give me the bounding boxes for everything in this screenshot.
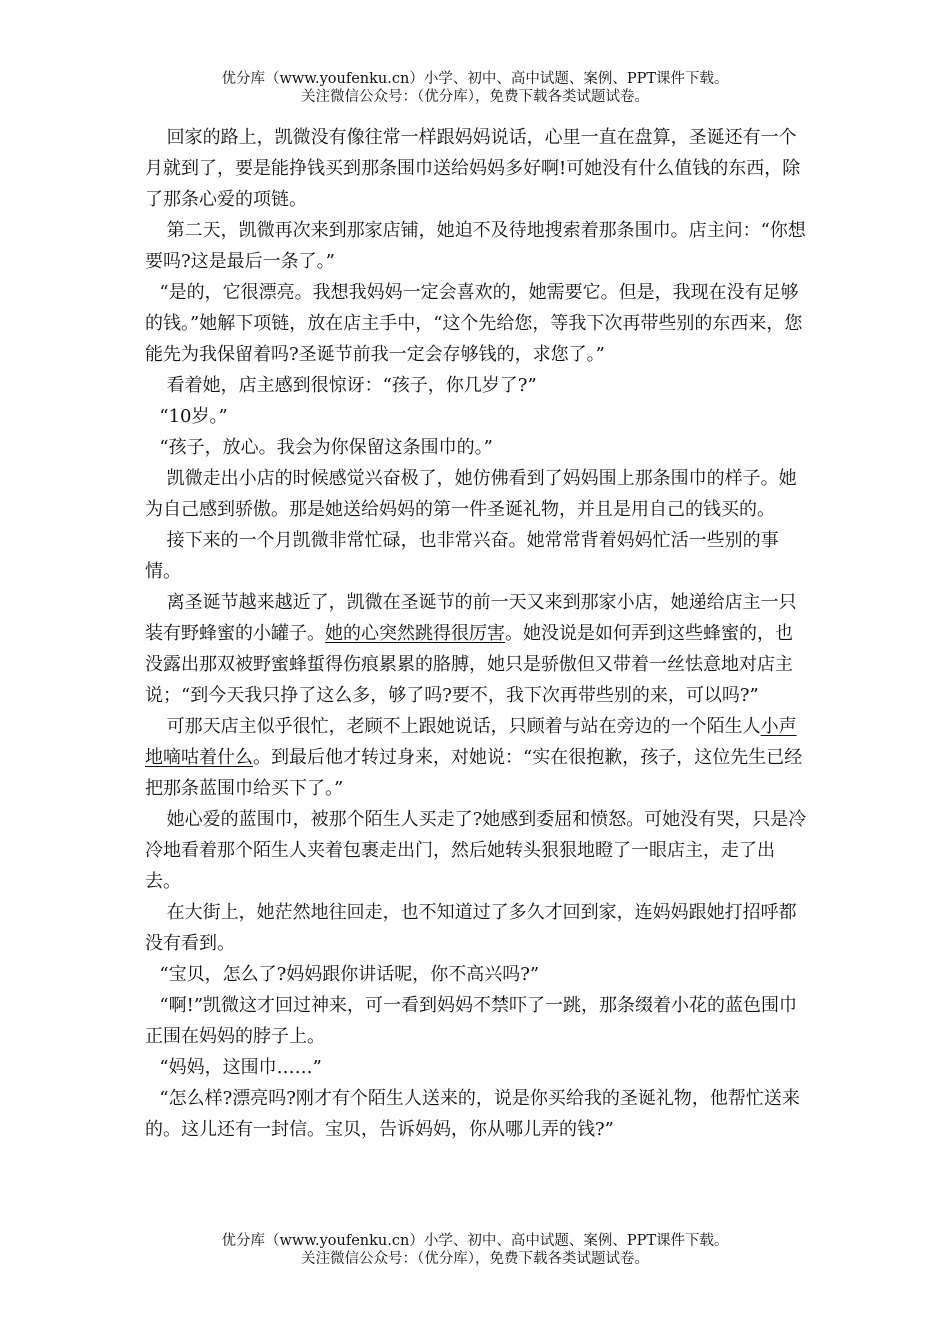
paragraph-text: 可那天店主似乎很忙，老顾不上跟她说话，只顾着与站在旁边的一个陌生人	[166, 716, 761, 737]
paragraph: “宝贝，怎么了?妈妈跟你讲话呢，你不高兴吗?”	[159, 964, 540, 985]
paragraph: 凯微走出小店的时候感觉兴奋极了，她仿佛看到了妈妈围上那条围巾的样子。她为自己感到骄傲。那是她送给妈妈的第一件圣诞礼物，并且是用自己的钱买的。	[145, 468, 797, 520]
paragraph: 她心爱的蓝围巾，被那个陌生人买走了?她感到委屈和愤怒。可她没有哭，只是冷冷地看着那个陌生人夹着包裹走出门，然后她转头狠狠地瞪了一眼店主，走了出去。	[145, 809, 807, 892]
paragraph: 接下来的一个月凯微非常忙碌，也非常兴奋。她常常背着妈妈忙活一些别的事情。	[145, 530, 779, 582]
page-header	[0, 70, 950, 106]
paragraph: 在大街上，她茫然地往回走，也不知道过了多久才回到家，连妈妈跟她打招呼都没有看到。	[145, 902, 797, 954]
paragraph: “10岁。”	[159, 406, 228, 427]
underlined-phrase: 小声地嘀咕着什么	[145, 716, 797, 768]
paragraph-text: 。到最后他才转过身来，对她说：“实在很抱歉，孩子，这位先生已经把那条蓝围巾给买下了。”	[145, 747, 803, 799]
paragraph: “孩子，放心。我会为你保留这条围巾的。”	[159, 437, 493, 458]
page-footer	[0, 1232, 950, 1268]
paragraph: “是的，它很漂亮。我想我妈妈一定会喜欢的，她需要它。但是，我现在没有足够的钱。”她解下项链，放在店主手中，“这个先给您，等我下次再带些别的东西来，您能先为我保留着吗?圣诞节前我一定会存够钱的，求您了。”	[145, 282, 803, 365]
header-line-1: 优分库（www.youfenku.cn）小学、初中、高中试题、案例、PPT课件下载。	[221, 71, 729, 87]
header-line-2: 关注微信公众号：（优分库），免费下载各类试题试卷。	[301, 89, 649, 105]
paragraph: 看着她，店主感到很惊讶：“孩子，你几岁了?”	[166, 375, 537, 396]
footer-line-2: 关注微信公众号：（优分库），免费下载各类试题试卷。	[301, 1251, 649, 1267]
paragraph	[145, 587, 810, 711]
paragraph-text: 离圣诞节越来越近了，凯微在圣诞节的前一天又来到那家小店，她递给店主一只装有野蜂蜜的小罐子。	[145, 592, 797, 644]
article-body	[145, 122, 810, 1145]
paragraph: 第二天，凯微再次来到那家店铺，她迫不及待地搜索着那条围巾。店主问：“你想要吗?这是最后一条了。”	[145, 220, 806, 272]
paragraph: 回家的路上，凯微没有像往常一样跟妈妈说话，心里一直在盘算，圣诞还有一个月就到了，要是能挣钱买到那条围巾送给妈妈多好啊!可她没有什么值钱的东西，除了那条心爱的项链。	[145, 127, 801, 210]
underlined-phrase: 她的心突然跳得很厉害	[325, 623, 505, 644]
paragraph: “怎么样?漂亮吗?刚才有个陌生人送来的，说是你买给我的圣诞礼物，他帮忙送来的。这儿还有一封信。宝贝，告诉妈妈，你从哪儿弄的钱?”	[145, 1088, 800, 1140]
paragraph: “妈妈，这围巾……”	[159, 1057, 322, 1078]
paragraph	[145, 711, 810, 804]
paragraph: “啊!”凯微这才回过神来，可一看到妈妈不禁吓了一跳，那条缀着小花的蓝色围巾正围在妈妈的脖子上。	[145, 995, 798, 1047]
footer-line-1: 优分库（www.youfenku.cn）小学、初中、高中试题、案例、PPT课件下载。	[221, 1233, 729, 1249]
paragraph-text: 。她没说是如何弄到这些蜂蜜的，也没露出那双被野蜜蜂蜇得伤痕累累的胳膊，她只是骄傲但又带着一丝怯意地对店主说；“到今天我只挣了这么多，够了吗?要不，我下次再带些别的来，可以吗?”	[145, 623, 793, 706]
